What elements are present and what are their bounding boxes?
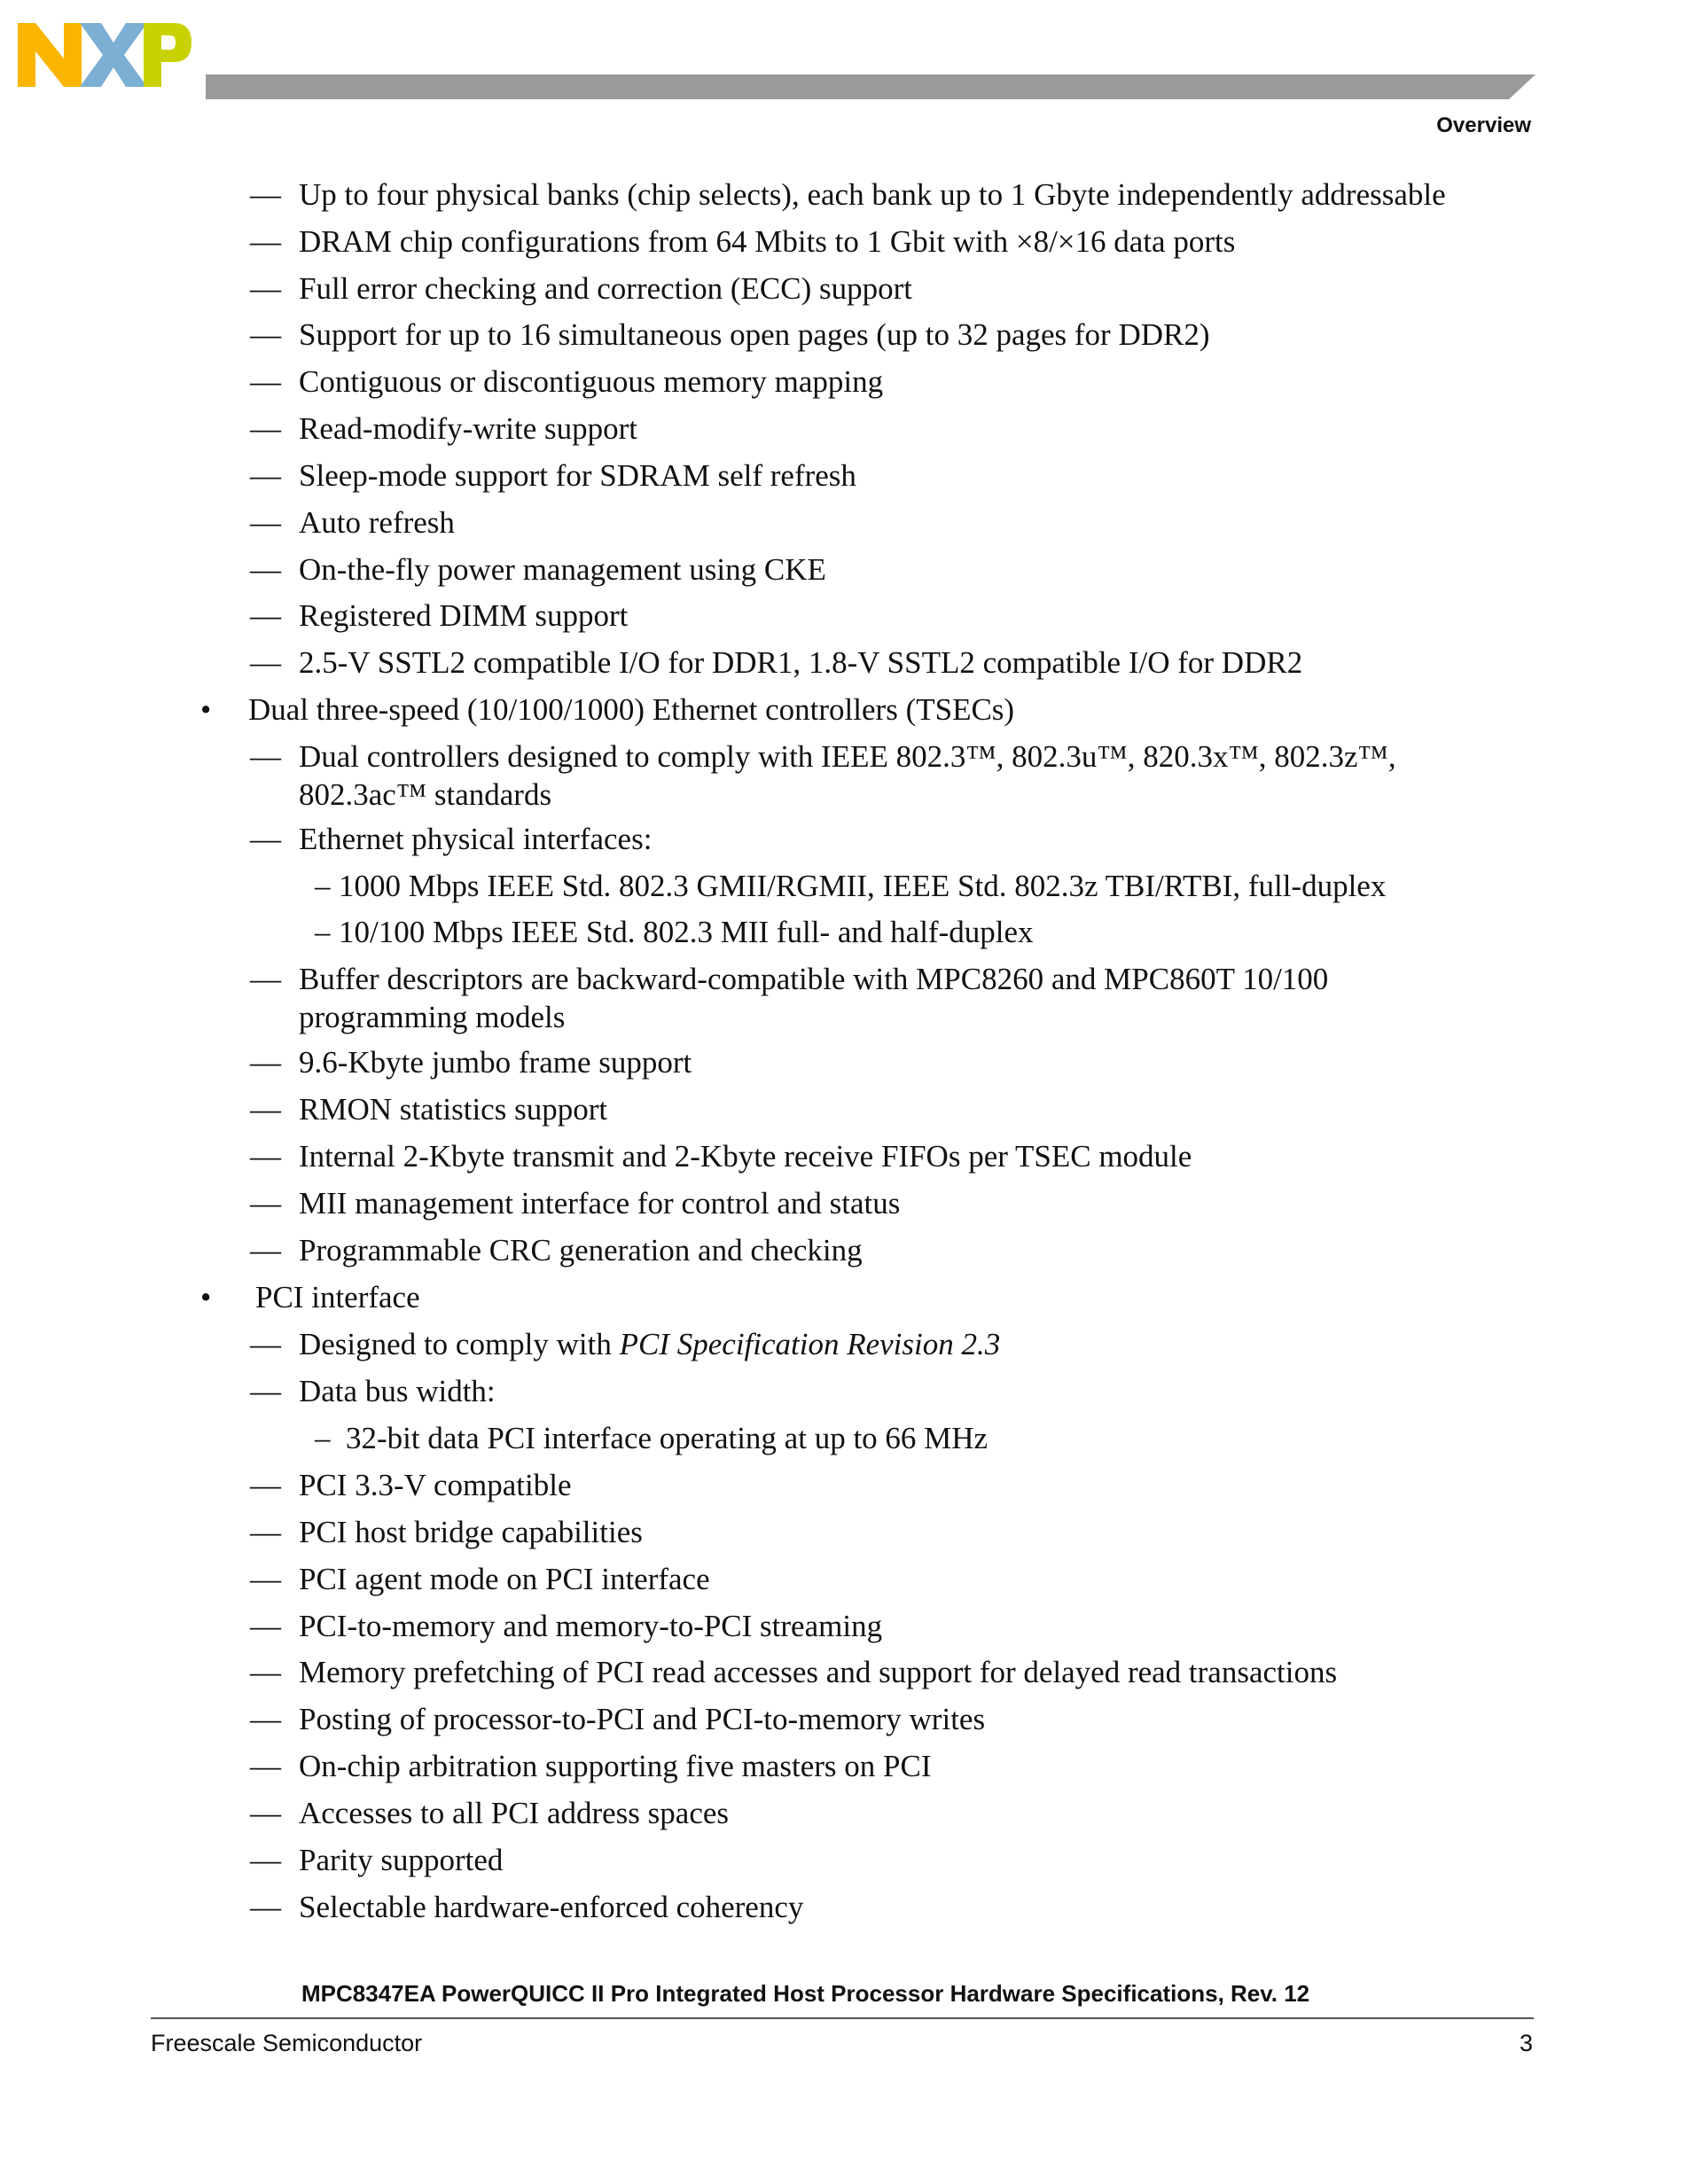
list-item-text: Programmable CRC generation and checking bbox=[299, 1233, 863, 1268]
list-item-text: PCI host bridge capabilities bbox=[299, 1515, 643, 1549]
list-marker: — bbox=[250, 645, 281, 680]
list-marker: — bbox=[250, 1468, 281, 1502]
list-marker: — bbox=[250, 822, 281, 856]
section-label: Overview bbox=[1436, 113, 1531, 137]
list-item-text: RMON statistics support bbox=[299, 1092, 608, 1127]
list-marker: — bbox=[250, 1702, 281, 1736]
list-marker: — bbox=[250, 1045, 281, 1080]
list-marker: — bbox=[250, 1749, 281, 1783]
list-marker: – bbox=[315, 869, 331, 903]
list-item-text: Designed to comply with bbox=[299, 1327, 620, 1361]
list-item-text: Memory prefetching of PCI read accesses and support for delayed read transactions bbox=[299, 1655, 1338, 1689]
list-marker: • bbox=[200, 1280, 212, 1314]
list-item-text: 32-bit data PCI interface operating at up to 66 MHz bbox=[346, 1421, 989, 1455]
list-item-text: DRAM chip configurations from 64 Mbits to 1 Gbit with ×8/×16 data ports bbox=[299, 224, 1236, 259]
list-item-text: 10/100 Mbps IEEE Std. 802.3 MII full- and half-duplex bbox=[339, 915, 1034, 949]
list-item-text: Full error checking and correction (ECC) support bbox=[299, 271, 913, 306]
list-item-text: 9.6-Kbyte jumbo frame support bbox=[299, 1045, 692, 1080]
list-marker: — bbox=[250, 552, 281, 587]
list-marker: — bbox=[250, 1562, 281, 1596]
list-item-text: Ethernet physical interfaces: bbox=[299, 822, 653, 856]
list-marker: — bbox=[250, 962, 281, 996]
list-marker: — bbox=[250, 1655, 281, 1689]
list-marker: — bbox=[250, 224, 281, 259]
list-marker: — bbox=[250, 505, 281, 540]
list-item-text: On-chip arbitration supporting five masters on PCI bbox=[299, 1749, 932, 1783]
list-marker: — bbox=[250, 1374, 281, 1408]
list-item-text: Dual controllers designed to comply with IEEE 802.3™, 802.3u™, 820.3x™, 802.3z™, bbox=[299, 739, 1396, 774]
page-number: 3 bbox=[1519, 2030, 1533, 2056]
list-marker: — bbox=[250, 1092, 281, 1127]
list-marker: — bbox=[250, 1515, 281, 1549]
list-item-text: Posting of processor-to-PCI and PCI-to-memory writes bbox=[299, 1702, 986, 1736]
list-item-text: Data bus width: bbox=[299, 1374, 496, 1408]
list-marker: — bbox=[250, 364, 281, 399]
list-marker: — bbox=[250, 1843, 281, 1877]
list-item-text: PCI-to-memory and memory-to-PCI streaming bbox=[299, 1609, 883, 1643]
list-marker: — bbox=[250, 1233, 281, 1268]
footer-company: Freescale Semiconductor bbox=[151, 2030, 423, 2056]
list-item-text: MII management interface for control and status bbox=[299, 1186, 901, 1221]
list-item-text: 2.5-V SSTL2 compatible I/O for DDR1, 1.8-V SSTL2 compatible I/O for DDR2 bbox=[299, 645, 1303, 680]
list-marker: — bbox=[250, 1186, 281, 1221]
list-item-italic-text: PCI Specification Revision 2.3 bbox=[619, 1327, 1001, 1361]
list-item-text: Up to four physical banks (chip selects), each bank up to 1 Gbyte independently addressable bbox=[299, 177, 1446, 212]
header-bar bbox=[206, 74, 1536, 99]
list-marker: — bbox=[250, 1327, 281, 1361]
list-item-text: Selectable hardware-enforced coherency bbox=[299, 1890, 804, 1924]
list-marker: — bbox=[250, 1890, 281, 1924]
list-marker: — bbox=[250, 317, 281, 352]
nxp-logo bbox=[18, 23, 191, 87]
list-marker: — bbox=[250, 177, 281, 212]
list-marker: — bbox=[250, 271, 281, 306]
list-marker: — bbox=[250, 1609, 281, 1643]
list-item-text: PCI 3.3-V compatible bbox=[299, 1468, 572, 1502]
list-item-text: Registered DIMM support bbox=[299, 598, 629, 633]
list-marker: — bbox=[250, 1796, 281, 1830]
list-item-text: Buffer descriptors are backward-compatible with MPC8260 and MPC860T 10/100 bbox=[299, 962, 1329, 996]
list-marker: – bbox=[315, 1421, 331, 1455]
list-item-text: Contiguous or discontiguous memory mapping bbox=[299, 364, 884, 399]
list-item-text: Internal 2-Kbyte transmit and 2-Kbyte receive FIFOs per TSEC module bbox=[299, 1139, 1192, 1174]
list-item-text: PCI interface bbox=[255, 1280, 420, 1314]
list-item-text: Parity supported bbox=[299, 1843, 504, 1877]
list-item-text: Auto refresh bbox=[299, 505, 455, 540]
footer-title: MPC8347EA PowerQUICC II Pro Integrated Host Processor Hardware Specifications, Rev. 12 bbox=[301, 1980, 1310, 2007]
list-item-text: Read-modify-write support bbox=[299, 411, 637, 446]
list-item-text: On-the-fly power management using CKE bbox=[299, 552, 826, 587]
list-marker: — bbox=[250, 1139, 281, 1174]
list-marker: — bbox=[250, 458, 281, 493]
list-marker: – bbox=[315, 915, 331, 949]
footer-rule bbox=[151, 2017, 1534, 2019]
list-item-text: Accesses to all PCI address spaces bbox=[299, 1796, 730, 1830]
list-item-text: Dual three-speed (10/100/1000) Ethernet controllers (TSECs) bbox=[248, 692, 1015, 727]
list-item-text: PCI agent mode on PCI interface bbox=[299, 1562, 710, 1596]
list-item-text: Sleep-mode support for SDRAM self refresh bbox=[299, 458, 856, 493]
list-item-text: Support for up to 16 simultaneous open pages (up to 32 pages for DDR2) bbox=[299, 317, 1210, 352]
list-marker: — bbox=[250, 411, 281, 446]
list-marker: — bbox=[250, 739, 281, 774]
list-marker: — bbox=[250, 598, 281, 633]
list-marker: • bbox=[200, 692, 212, 727]
list-item-text: 1000 Mbps IEEE Std. 802.3 GMII/RGMII, IEEE Std. 802.3z TBI/RTBI, full-duplex bbox=[339, 869, 1387, 903]
list-item-continuation: programming models bbox=[299, 1000, 566, 1034]
list-item-continuation: 802.3ac™ standards bbox=[299, 777, 552, 812]
